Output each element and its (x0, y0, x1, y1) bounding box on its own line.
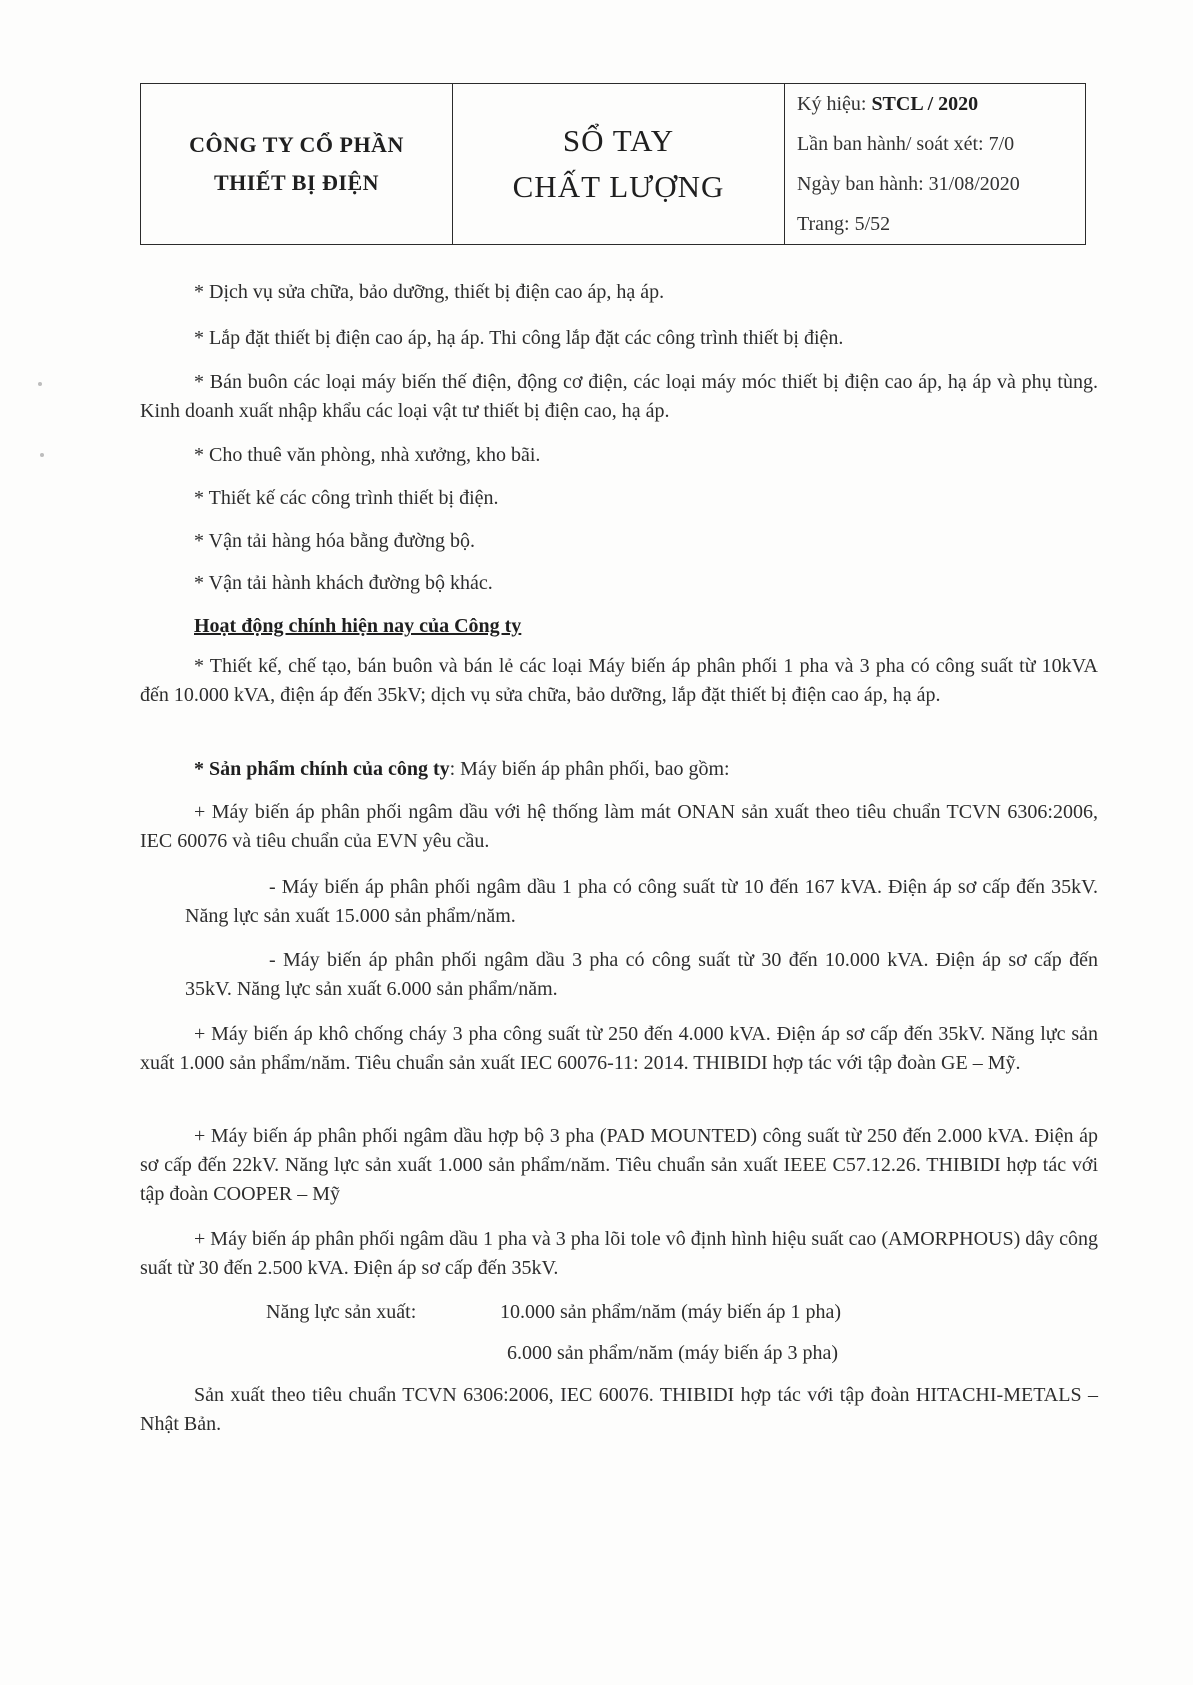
title-cell (453, 84, 785, 244)
main-activity-paragraph: * Thiết kế, chế tạo, bán buôn và bán lẻ các loại Máy biến áp phân phối 1 pha và 3 pha có công suất từ 10kVA đến 10.000 kVA, điện áp đến 35kV; dịch vụ sửa chữa, bảo dưỡng, lắp đặt thiết bị điện cao áp, hạ áp. (140, 655, 1098, 706)
meta-cell (785, 84, 1085, 244)
list-item: * Vận tải hành khách đường bộ khác. (194, 572, 493, 594)
section-heading-wrap (140, 612, 1098, 641)
list-item: * Lắp đặt thiết bị điện cao áp, hạ áp. Thi công lắp đặt các công trình thiết bị điện. (194, 327, 844, 349)
oil-transformer-paragraph: + Máy biến áp phân phối ngâm dầu với hệ thống làm mát ONAN sản xuất theo tiêu chuẩn TCVN 6306:2006, IEC 60076 và tiêu chuẩn của EVN yêu cầu. (140, 801, 1098, 852)
company-name-line2: THIẾT BỊ ĐIỆN (213, 170, 380, 195)
revision-info: Lần ban hành/ soát xét: 7/0 (797, 133, 1015, 155)
company-name-line1: CÔNG TY CỔ PHẦN (189, 132, 404, 157)
document-title-line2: CHẤT LƯỢNG (512, 169, 725, 204)
issue-date: Ngày ban hành: 31/08/2020 (797, 173, 1020, 195)
scan-speck (38, 382, 42, 386)
symbol-label: Ký hiệu: (797, 93, 872, 115)
list-item: * Bán buôn các loại máy biến thế điện, động cơ điện, các loại máy móc thiết bị điện cao áp, hạ áp và phụ tùng. Kinh doanh xuất nhập khẩu các loại vật tư thiết bị điện cao, hạ áp. (140, 371, 1098, 422)
capacity-3-phase: 6.000 sản phẩm/năm (máy biến áp 3 pha) (507, 1342, 839, 1364)
dry-transformer-paragraph: + Máy biến áp khô chống cháy 3 pha công suất từ 250 đến 4.000 kVA. Điện áp sơ cấp đến 35kV. Năng lực sản xuất 1.000 sản phẩm/năm. Tiêu chuẩn sản xuất IEC 60076-11: 2014. THIBIDI hợp tác với tập đoàn GE – Mỹ. (140, 1023, 1098, 1074)
products-intro: : Máy biến áp phân phối, bao gồm: (449, 758, 730, 780)
list-item: * Vận tải hàng hóa bằng đường bộ. (194, 530, 475, 552)
list-item: * Thiết kế các công trình thiết bị điện. (194, 487, 499, 509)
oil-3-phase-paragraph: - Máy biến áp phân phối ngâm dầu 3 pha có công suất từ 30 đến 10.000 kVA. Điện áp sơ cấp đến 35kV. Năng lực sản xuất 6.000 sản phẩm/năm. (185, 949, 1098, 1000)
section-heading: Hoạt động chính hiện nay của Công ty (194, 615, 522, 637)
amorphous-paragraph: + Máy biến áp phân phối ngâm dầu 1 pha và 3 pha lõi tole vô định hình hiệu suất cao (AMORPHOUS) dây công suất từ 30 đến 2.500 kVA. Điện áp sơ cấp đến 35kV. (140, 1228, 1098, 1279)
document-title-line1: SỔ TAY (562, 123, 675, 158)
document-symbol (797, 84, 1085, 124)
oil-1-phase-paragraph: - Máy biến áp phân phối ngâm dầu 1 pha có công suất từ 10 đến 167 kVA. Điện áp sơ cấp đến 35kV. Năng lực sản xuất 15.000 sản phẩm/năm. (185, 876, 1098, 927)
symbol-value: STCL / 2020 (871, 93, 979, 115)
scan-speck (40, 453, 44, 457)
standard-paragraph: Sản xuất theo tiêu chuẩn TCVN 6306:2006, IEC 60076. THIBIDI hợp tác với tập đoàn HITACHI-METALS – Nhật Bản. (140, 1384, 1098, 1435)
capacity-1-phase: 10.000 sản phẩm/năm (máy biến áp 1 pha) (500, 1301, 842, 1323)
company-cell (141, 84, 453, 244)
products-paragraph (140, 755, 1098, 784)
capacity-label: Năng lực sản xuất: (266, 1301, 417, 1323)
list-item: * Cho thuê văn phòng, nhà xưởng, kho bãi. (194, 444, 541, 466)
page-number: Trang: 5/52 (797, 213, 891, 235)
header-table (140, 83, 1086, 245)
products-heading: * Sản phẩm chính của công ty (194, 758, 450, 780)
pad-mounted-paragraph: + Máy biến áp phân phối ngâm dầu hợp bộ 3 pha (PAD MOUNTED) công suất từ 250 đến 2.000 kVA. Điện áp sơ cấp đến 22kV. Năng lực sản xuất 1.000 sản phẩm/năm. Tiêu chuẩn sản xuất IEEE C57.12.26. THIBIDI hợp tác với tập đoàn COOPER – Mỹ (140, 1125, 1098, 1205)
list-item: * Dịch vụ sửa chữa, bảo dưỡng, thiết bị điện cao áp, hạ áp. (194, 281, 665, 303)
